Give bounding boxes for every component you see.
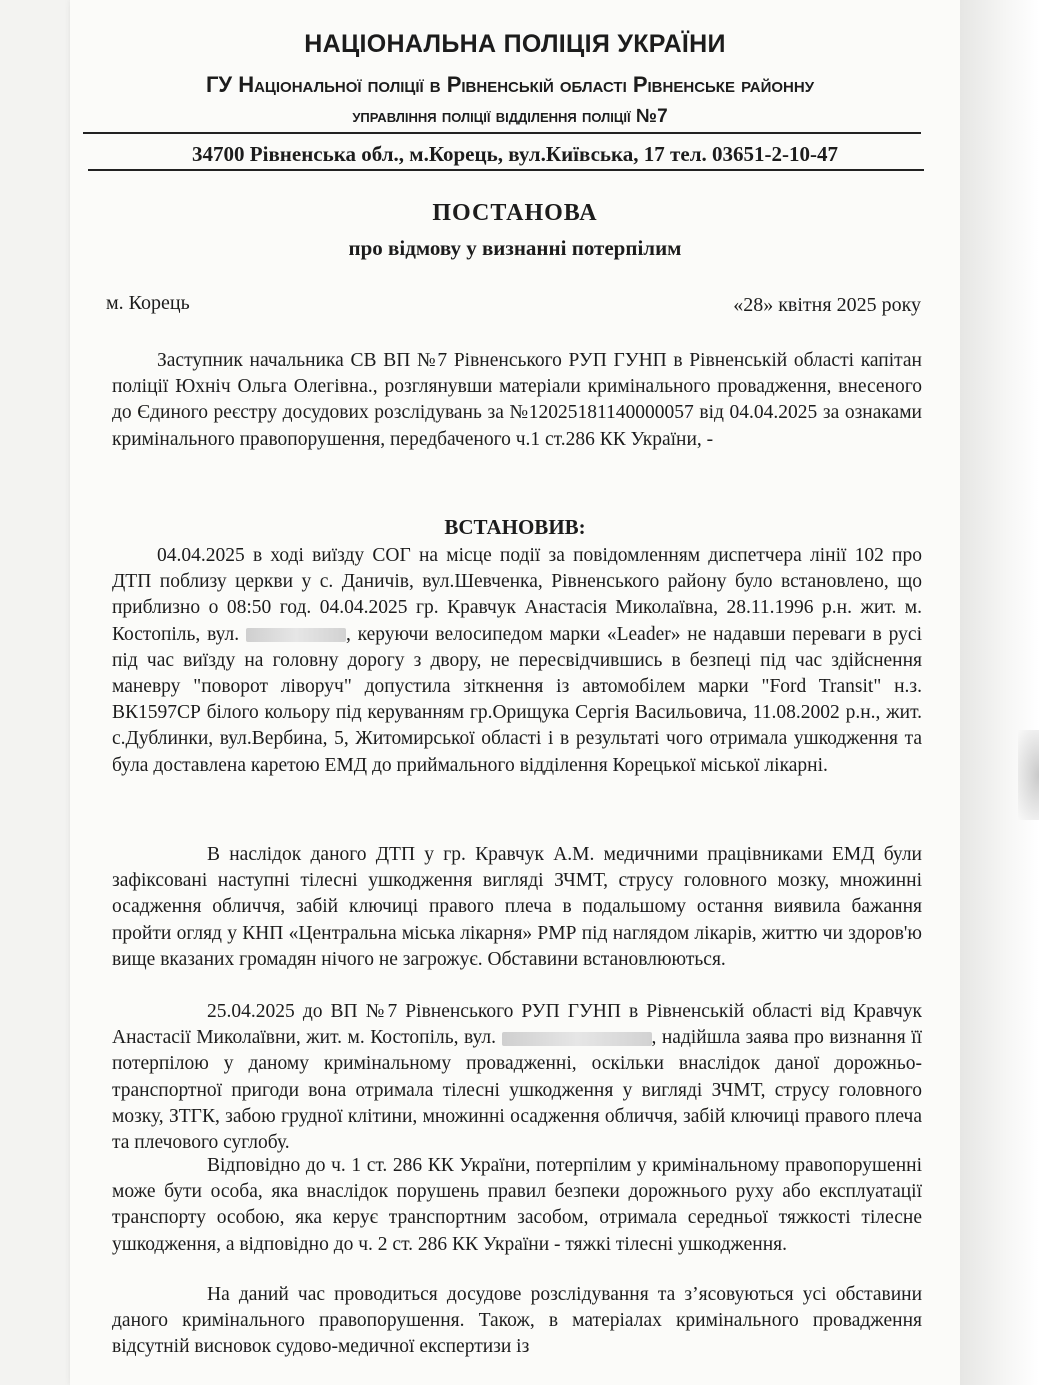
agency-name: НАЦІОНАЛЬНА ПОЛІЦІЯ УКРАЇНИ	[304, 30, 726, 58]
page-edge-shadow	[960, 0, 1039, 1385]
paragraph-3-start: 25.04.2025 до ВП №7 Рівненського РУП ГУНП в Рівненській області від Кравчук Анастасії Миколаївни, жит. м. Костопіль, вул.	[112, 1001, 922, 1049]
unit-name: управління поліції відділення поліції №7	[352, 106, 668, 127]
paragraph-5: На даний час проводиться досудове розслідування та з’ясовуються усі обставини даного кримінального правопорушення. Також, в матеріалах кримінального провадження відсутній висновок судово-медичної експертизи із	[112, 1284, 922, 1358]
paragraph-2: В наслідок даного ДТП у гр. Кравчук А.М. медичними працівниками ЕМД були зафіксовані наступні тілесні ушкодження вигляді ЗЧМТ, струсу головного мозку, множинні осадження обличчя, забій ключиці правого плеча в подальшому остання виявила бажання пройти огляд у КНП «Центральна міська лікарня» РМР під наглядом лікарів, життю чи здоров'ю вище вказаних громадян нічого не загрожує. Обставини встановлюються.	[112, 844, 922, 970]
document-title: ПОСТАНОВА	[432, 200, 598, 226]
intro-paragraph: Заступник начальника СВ ВП №7 Рівненського РУП ГУНП в Рівненській області капітан поліції Юхніч Ольга Олегівна., розглянувши матеріали кримінального провадження, внесеного до Єдиного реєстру досудових розслідувань за №12025181140000057 від 04.04.2025 за ознаками кримінального правопорушення, передбаченого ч.1 ст.286 КК України, -	[112, 350, 922, 450]
header-divider-bottom	[88, 169, 924, 171]
document-place: м. Корець	[106, 292, 190, 314]
paragraph-3	[112, 999, 922, 1156]
header-divider-top	[83, 132, 921, 134]
paragraph-4: Відповідно до ч. 1 ст. 286 КК України, потерпілим у кримінальному правопорушенні може бути особа, яка внаслідок порушень правил безпеки дорожнього руху або експлуатації транспорту особою, яка керує транспортним засобом, отримала середньої тяжкості тілесне ушкодження, а відповідно до ч. 2 ст. 286 КК України - тяжкі тілесні ушкодження.	[112, 1155, 922, 1255]
paragraph-1	[112, 543, 922, 779]
document-date: «28» квітня 2025 року	[733, 294, 921, 316]
redacted-street	[246, 628, 346, 642]
department-name: ГУ Національної поліції в Рівненській області Рівненське районну	[205, 72, 815, 97]
agency-address: 34700 Рівненська обл., м.Корець, вул.Київська, 17 тел. 03651-2-10-47	[192, 142, 838, 166]
paragraph-1-end: , керуючи велосипедом марки «Leader» не надавши переваги в русі під час виїзду на головну дорогу з двору, не пересвідчившись в безпеці під час здійснення маневру "поворот ліворуч" допустила зіткнення із автомобілем марки "Ford Transit" н.з. ВК1597СР білого кольору під керуванням гр.Орищука Сергія Васильовича, 11.08.2002 р.н., жит. с.Дублинки, вул.Вербина, 5, Житомирської області і в результаті чого отримала ушкодження та була доставлена каретою ЕМД до приймального відділення Корецької міської лікарні.	[112, 623, 922, 776]
paragraph-3-end: , надійшла заява про визнання її потерпілою у даному кримінальному провадженні, оскільки внаслідок даної дорожньо-транспортної пригоди вона отримала тілесні ушкодження у вигляді ЗЧМТ, струсу головного мозку, ЗТГК, забою грудної клітини, множинні осадження обличчя, забій ключиці правого плеча та плечового суглобу.	[112, 1027, 923, 1154]
redacted-street	[502, 1032, 652, 1046]
scan-smudge	[1018, 730, 1039, 820]
paragraph-1-start: 04.04.2025 в ході виїзду СОГ на місце події за повідомленням диспетчера лінії 102 про ДТП поблизу церкви у с. Даничів, вул.Шевченка, Рівненського району було встановлено, що приблизно о 08:50 год. 04.04.2025 гр. Кравчук Анастасія Миколаївна, 28.11.1996 р.н. жит. м. Костопіль, вул.	[112, 545, 922, 645]
section-heading: ВСТАНОВИВ:	[444, 515, 586, 539]
document-subtitle: про відмову у визнанні потерпілим	[348, 236, 682, 260]
